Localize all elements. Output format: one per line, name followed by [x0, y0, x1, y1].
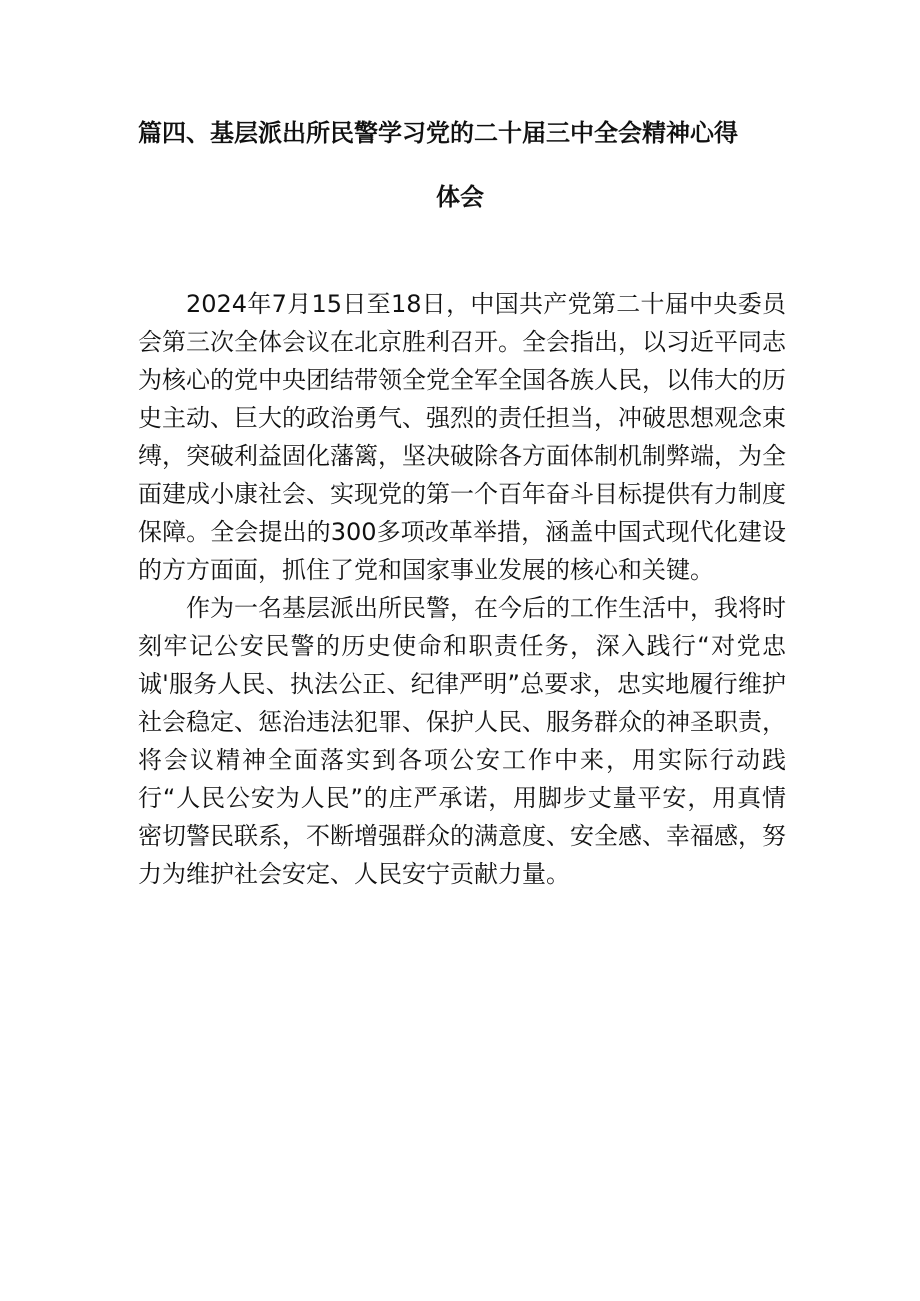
paragraph-1: 2024年7月15日至18日，中国共产党第二十届中央委员会第三次全体会议在北京胜利召开。全会指出，以习近平同志为核心的党中央团结带领全党全军全国各族人民，以伟大的历史主动、巨大的政治勇气、强烈的责任担当，冲破思想观念束缚，突破利益固化藩篱，坚决破除各方面体制机制弊端，为全面建成小康社会、实现党的第一个百年奋斗目标提供有力制度保障。全会提出的300多项改革举措，涵盖中国式现代化建设的方方面面，抓住了党和国家事业发展的核心和关键。: [138, 290, 786, 584]
paragraph-2: 作为一名基层派出所民警，在今后的工作生活中，我将时刻牢记公安民警的历史使命和职责任务，深入践行“对党忠诚'服务人民、执法公正、纪律严明”总要求，忠实地履行维护社会稳定、惩治违法犯罪、保护人民、服务群众的神圣职责，将会议精神全面落实到各项公安工作中来，用实际行动践行“人民公安为人民”的庄严承诺，用脚步丈量平安，用真情密切警民联系，不断增强群众的满意度、安全感、幸福感，努力为维护社会安定、人民安宁贡献力量。: [138, 594, 786, 888]
document-title-line-2: 体会: [436, 183, 484, 211]
document-title-line-1: 篇四、基层派出所民警学习党的二十届三中全会精神心得: [138, 119, 738, 147]
document-body: [138, 285, 786, 893]
